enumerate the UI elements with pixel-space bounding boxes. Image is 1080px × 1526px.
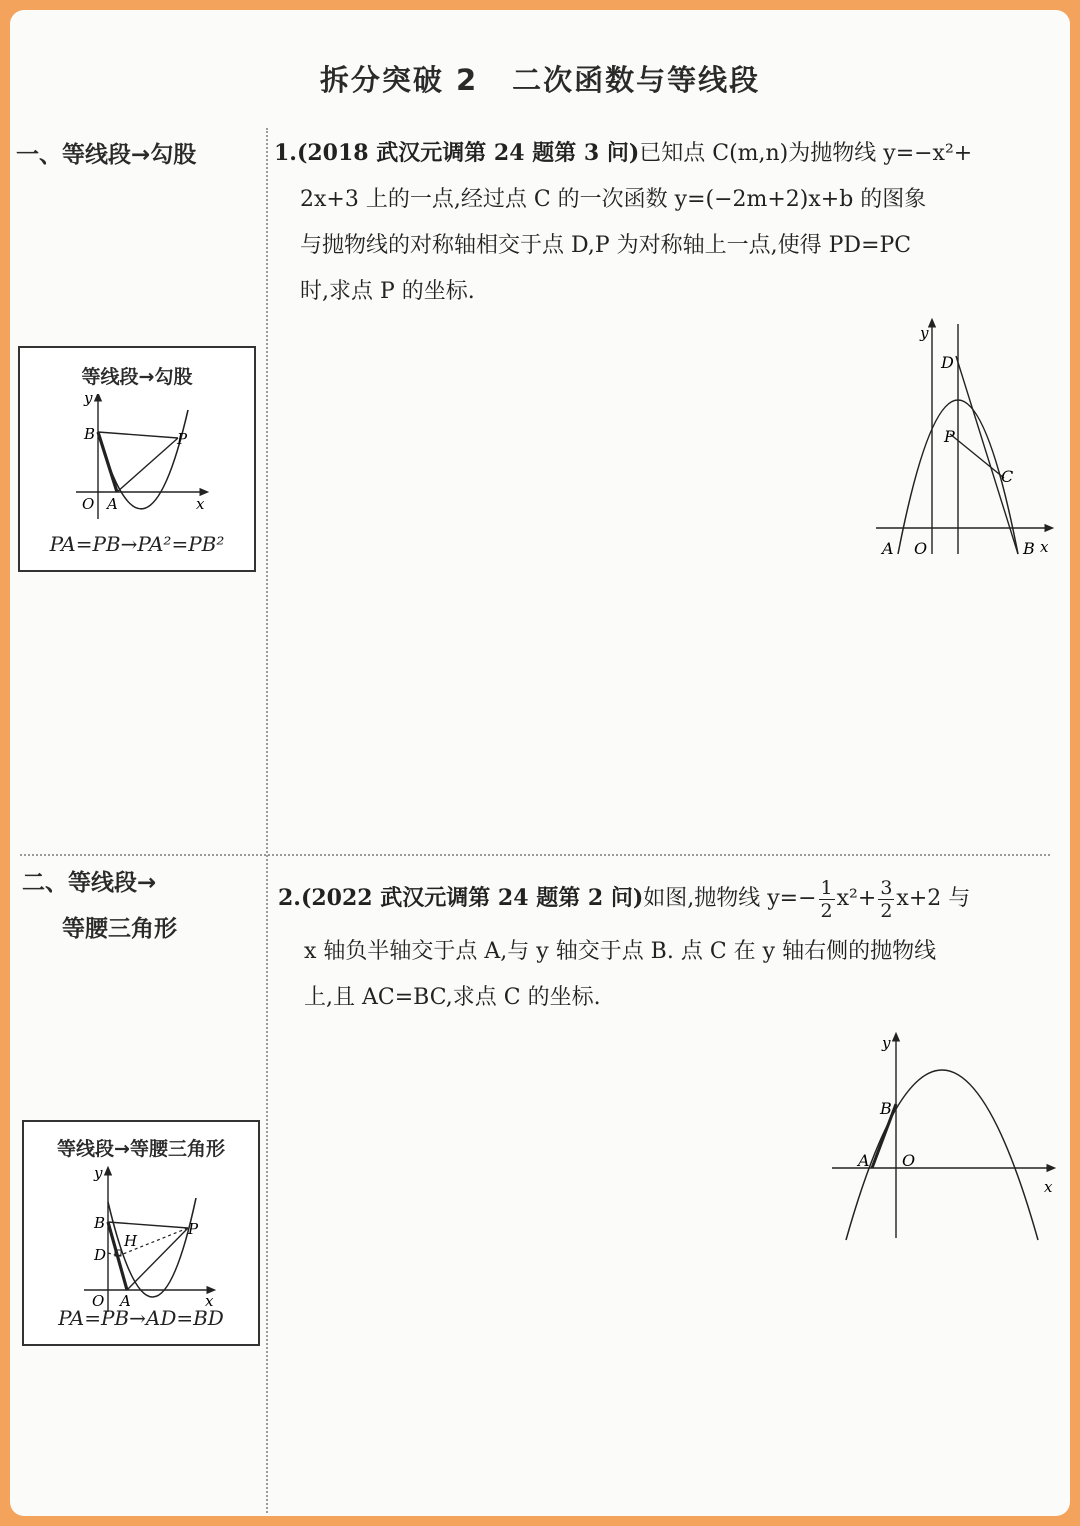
fraction1-numerator: 1 bbox=[820, 876, 833, 899]
section2-label-line2: 等腰三角形 bbox=[62, 916, 177, 942]
p1-label-x: x bbox=[1040, 538, 1049, 556]
p2-label-B: B bbox=[880, 1099, 892, 1118]
problem2-fraction2 bbox=[878, 877, 894, 922]
p2-label-A: A bbox=[858, 1151, 870, 1170]
box2-label-P: P bbox=[188, 1220, 199, 1238]
box2-label-x: x bbox=[205, 1292, 214, 1310]
box1-segment-BP bbox=[98, 432, 178, 438]
worksheet-page bbox=[10, 10, 1070, 1516]
box2-label-A: A bbox=[120, 1292, 131, 1310]
problem2-source: (2022 武汉元调第 24 题第 2 问) bbox=[300, 885, 644, 911]
box2-parabola bbox=[108, 1198, 196, 1297]
section1-method-box bbox=[18, 346, 256, 572]
problem2-line2: x 轴负半轴交于点 A,与 y 轴交于点 B. 点 C 在 y 轴右侧的抛物线 bbox=[304, 939, 937, 964]
problem2-figure bbox=[828, 1032, 1058, 1244]
p1-label-D: D bbox=[941, 353, 954, 372]
box2-figure bbox=[24, 1164, 258, 1314]
problem1-text bbox=[274, 130, 1054, 315]
p1-label-O: O bbox=[914, 539, 928, 556]
box2-label-B: B bbox=[94, 1214, 106, 1232]
box1-label-A: A bbox=[107, 495, 118, 513]
box2-label-D: D bbox=[94, 1246, 107, 1264]
p2-parabola bbox=[846, 1070, 1038, 1240]
p2-label-y: y bbox=[882, 1034, 891, 1052]
fraction2-denominator: 2 bbox=[880, 899, 893, 922]
problem2-line1-mid: x²+ bbox=[836, 886, 877, 911]
problem1-source: (2018 武汉元调第 24 题第 3 问) bbox=[296, 140, 640, 166]
p1-label-P: P bbox=[944, 427, 955, 446]
box2-title: 等线段→等腰三角形 bbox=[57, 1138, 225, 1160]
box2-caption: PA=PB→AD=BD bbox=[58, 1306, 224, 1330]
p1-label-y: y bbox=[920, 324, 929, 342]
section-divider bbox=[20, 854, 1050, 856]
title-part1: 拆分突破 2 bbox=[319, 63, 479, 97]
problem2-number: 2. bbox=[278, 885, 301, 911]
box1-figure bbox=[20, 394, 254, 544]
box1-label-O: O bbox=[82, 495, 95, 513]
problem2-line1-post: x+2 与 bbox=[896, 886, 971, 911]
box1-label-B: B bbox=[84, 425, 96, 443]
problem2-line1-pre: 如图,抛物线 y=− bbox=[643, 886, 817, 911]
section2-label-line1: 二、等线段→ bbox=[22, 870, 157, 896]
box2-segment-BP bbox=[108, 1222, 188, 1228]
box1-label-x: x bbox=[196, 495, 205, 513]
p1-label-C: C bbox=[1001, 467, 1014, 486]
box1-segment-BA bbox=[98, 432, 117, 492]
p1-label-A: A bbox=[882, 539, 894, 556]
problem1-figure bbox=[868, 316, 1058, 556]
box1-label-P: P bbox=[177, 430, 188, 448]
box2-label-O: O bbox=[92, 1292, 105, 1310]
problem1-number: 1. bbox=[274, 140, 297, 166]
problem2-line3: 上,且 AC=BC,求点 C 的坐标. bbox=[304, 985, 601, 1010]
box1-segment-AP bbox=[117, 438, 178, 492]
p2-label-x: x bbox=[1044, 1178, 1053, 1196]
fraction2-numerator: 3 bbox=[880, 876, 893, 899]
box2-label-H: H bbox=[124, 1232, 138, 1250]
p2-label-O: O bbox=[902, 1151, 916, 1170]
box1-title: 等线段→勾股 bbox=[81, 366, 193, 388]
box2-label-y: y bbox=[94, 1164, 103, 1182]
section1-label: 一、等线段→勾股 bbox=[16, 142, 197, 168]
problem1-line1: 已知点 C(m,n)为抛物线 y=−x²+ bbox=[639, 141, 973, 166]
page-title bbox=[10, 58, 1070, 99]
problem1-line4: 时,求点 P 的坐标. bbox=[300, 279, 475, 304]
fraction1-denominator: 2 bbox=[820, 899, 833, 922]
problem2-text bbox=[278, 868, 1058, 1021]
problem2-fraction1 bbox=[819, 877, 835, 922]
problem1-line3: 与抛物线的对称轴相交于点 D,P 为对称轴上一点,使得 PD=PC bbox=[300, 233, 912, 258]
section2-method-box bbox=[22, 1120, 260, 1346]
p1-label-B: B bbox=[1023, 539, 1035, 556]
title-part2: 二次函数与等线段 bbox=[512, 63, 761, 97]
box1-caption: PA=PB→PA²=PB² bbox=[49, 532, 225, 556]
column-divider bbox=[266, 128, 268, 1513]
p1-line-DC bbox=[956, 356, 1018, 554]
problem1-line2: 2x+3 上的一点,经过点 C 的一次函数 y=(−2m+2)x+b 的图象 bbox=[300, 187, 927, 212]
box1-label-y: y bbox=[84, 394, 93, 407]
